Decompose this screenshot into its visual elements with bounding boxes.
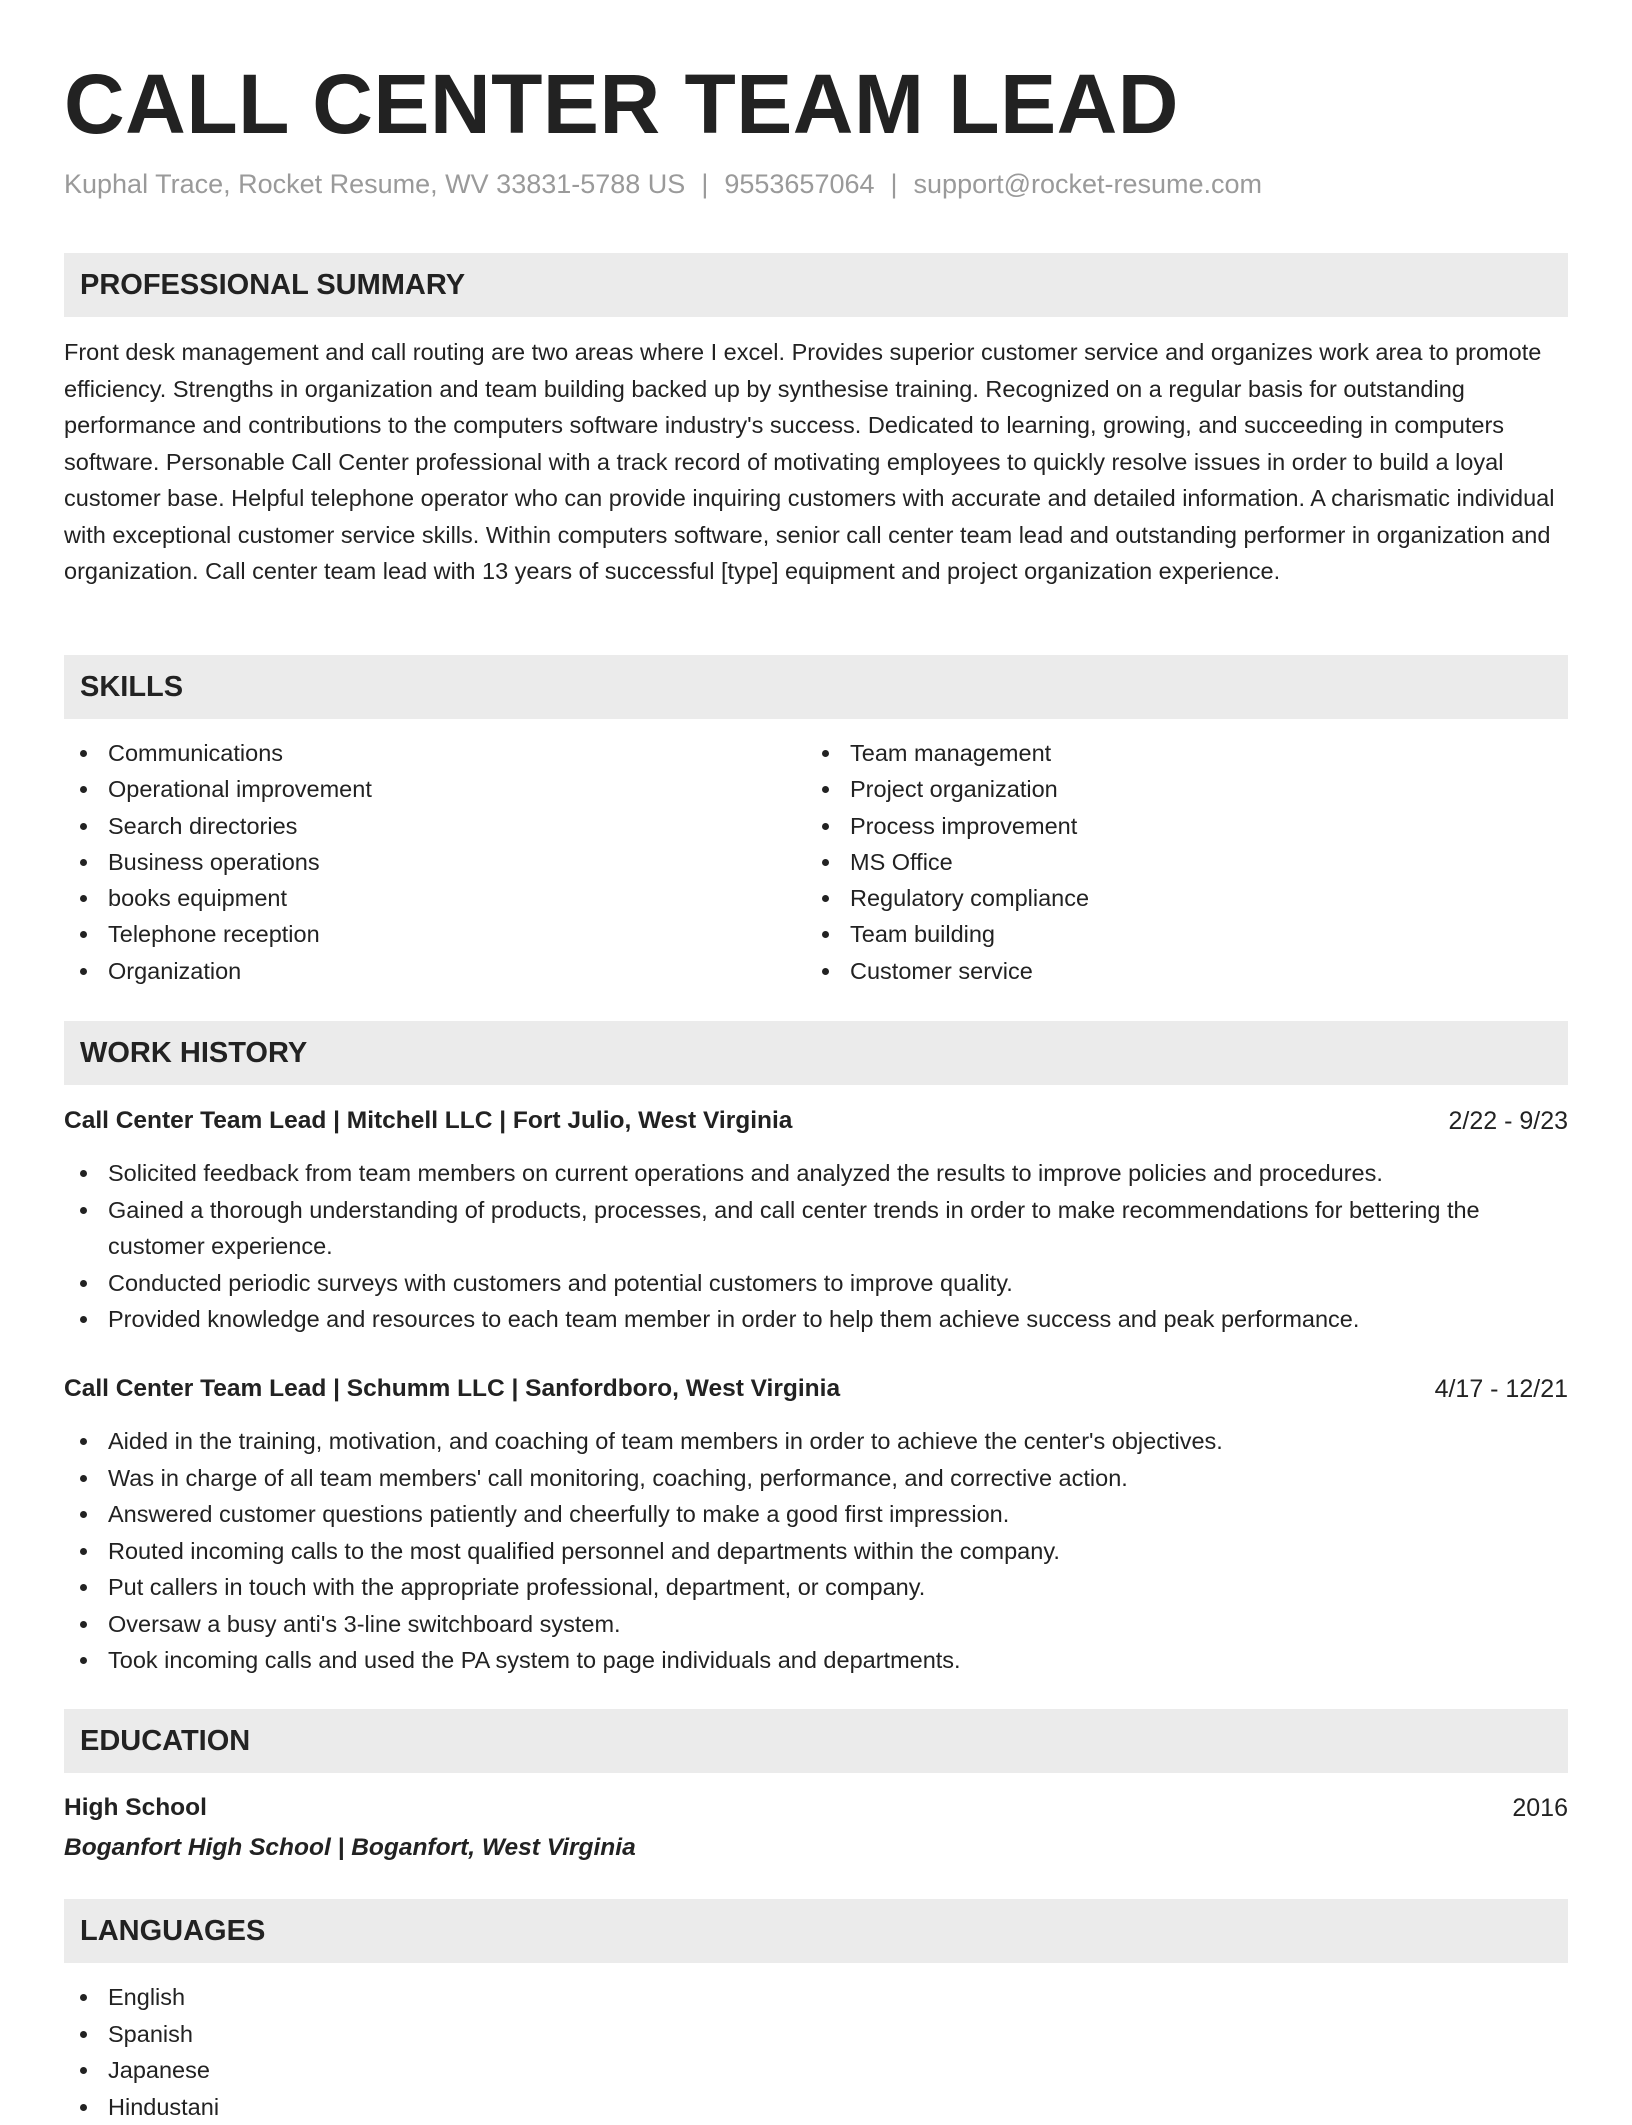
section-title: EDUCATION — [80, 1709, 250, 1773]
contact-email: support@rocket-resume.com — [914, 169, 1263, 199]
job-bullet: Provided knowledge and resources to each team member in order to help them achieve success and peak performance. — [64, 1301, 1568, 1338]
skill-item: books equipment — [64, 880, 804, 916]
skill-item: Business operations — [64, 844, 804, 880]
skill-item: MS Office — [806, 844, 1546, 880]
education-header — [64, 1788, 1568, 1828]
job-bullet: Answered customer questions patiently and cheerfully to make a good first impression. — [64, 1496, 1568, 1533]
education-degree: High School — [64, 1788, 207, 1828]
skill-item: Search directories — [64, 808, 804, 844]
contact-address: Kuphal Trace, Rocket Resume, WV 33831-5788 US — [64, 169, 685, 199]
job-dates: 4/17 - 12/21 — [1435, 1369, 1568, 1409]
skill-item: Team building — [806, 916, 1546, 952]
contact-separator: | — [685, 169, 724, 199]
job-header — [64, 1369, 1568, 1409]
skills-list-right — [806, 735, 1546, 989]
skill-item: Telephone reception — [64, 916, 804, 952]
job-dates: 2/22 - 9/23 — [1448, 1101, 1568, 1141]
language-item: Spanish — [64, 2016, 804, 2053]
skill-item: Communications — [64, 735, 804, 771]
resume-name: CALL CENTER TEAM LEAD — [64, 54, 1179, 154]
job-bullet: Oversaw a busy anti's 3-line switchboard system. — [64, 1606, 1568, 1643]
contact-line — [64, 166, 1262, 202]
skill-item: Organization — [64, 953, 804, 989]
language-item: Japanese — [64, 2052, 804, 2089]
job-bullet: Put callers in touch with the appropriate professional, department, or company. — [64, 1569, 1568, 1606]
job-title: Call Center Team Lead | Mitchell LLC | Fort Julio, West Virginia — [64, 1101, 792, 1141]
job-bullets — [64, 1155, 1568, 1338]
job-header — [64, 1101, 1568, 1141]
section-title: SKILLS — [80, 655, 183, 719]
section-header-skills — [64, 655, 1568, 719]
section-title: WORK HISTORY — [80, 1021, 307, 1085]
skill-item: Operational improvement — [64, 771, 804, 807]
summary-text: Front desk management and call routing are two areas where I excel. Provides superior customer service and organizes work area to promote efficiency. Strengths in organization and team building backed up by synthesise training. Recognized on a regular basis for outstanding performance and contributions to the computers software industry's success. Dedicated to learning, growing, and succeeding in computers software. Personable Call Center professional with a track record of motivating employees to quickly resolve issues in order to build a loyal customer base. Helpful telephone operator who can provide inquiring customers with accurate and detailed information. A charismatic individual with exceptional customer service skills. Within computers software, senior call center team lead and outstanding performer in organization and organization. Call center team lead with 13 years of successful [type] equipment and project organization experience. — [64, 334, 1568, 590]
section-header-work-history — [64, 1021, 1568, 1085]
section-title: LANGUAGES — [80, 1899, 265, 1963]
skills-list-left — [64, 735, 804, 989]
job-bullet: Was in charge of all team members' call monitoring, coaching, performance, and corrective action. — [64, 1460, 1568, 1497]
section-title: PROFESSIONAL SUMMARY — [80, 253, 465, 317]
job-bullets — [64, 1423, 1568, 1679]
skill-item: Process improvement — [806, 808, 1546, 844]
education-school: Boganfort High School | Boganfort, West Virginia — [64, 1830, 636, 1866]
job-bullet: Aided in the training, motivation, and coaching of team members in order to achieve the center's objectives. — [64, 1423, 1568, 1460]
job-bullet: Routed incoming calls to the most qualified personnel and departments within the company. — [64, 1533, 1568, 1570]
section-header-education — [64, 1709, 1568, 1773]
language-item: Hindustani — [64, 2089, 804, 2125]
job-title: Call Center Team Lead | Schumm LLC | Sanfordboro, West Virginia — [64, 1369, 840, 1409]
languages-list — [64, 1979, 804, 2125]
job-bullet: Solicited feedback from team members on current operations and analyzed the results to improve policies and procedures. — [64, 1155, 1568, 1192]
contact-phone: 9553657064 — [724, 169, 874, 199]
job-bullet: Conducted periodic surveys with customers and potential customers to improve quality. — [64, 1265, 1568, 1302]
skill-item: Customer service — [806, 953, 1546, 989]
skill-item: Team management — [806, 735, 1546, 771]
job-bullet: Gained a thorough understanding of products, processes, and call center trends in order to make recommendations for bettering the customer experience. — [64, 1192, 1568, 1265]
language-item: English — [64, 1979, 804, 2016]
education-year: 2016 — [1512, 1788, 1568, 1828]
section-header-summary — [64, 253, 1568, 317]
section-header-languages — [64, 1899, 1568, 1963]
skill-item: Regulatory compliance — [806, 880, 1546, 916]
job-bullet: Took incoming calls and used the PA system to page individuals and departments. — [64, 1642, 1568, 1679]
skill-item: Project organization — [806, 771, 1546, 807]
contact-separator: | — [875, 169, 914, 199]
